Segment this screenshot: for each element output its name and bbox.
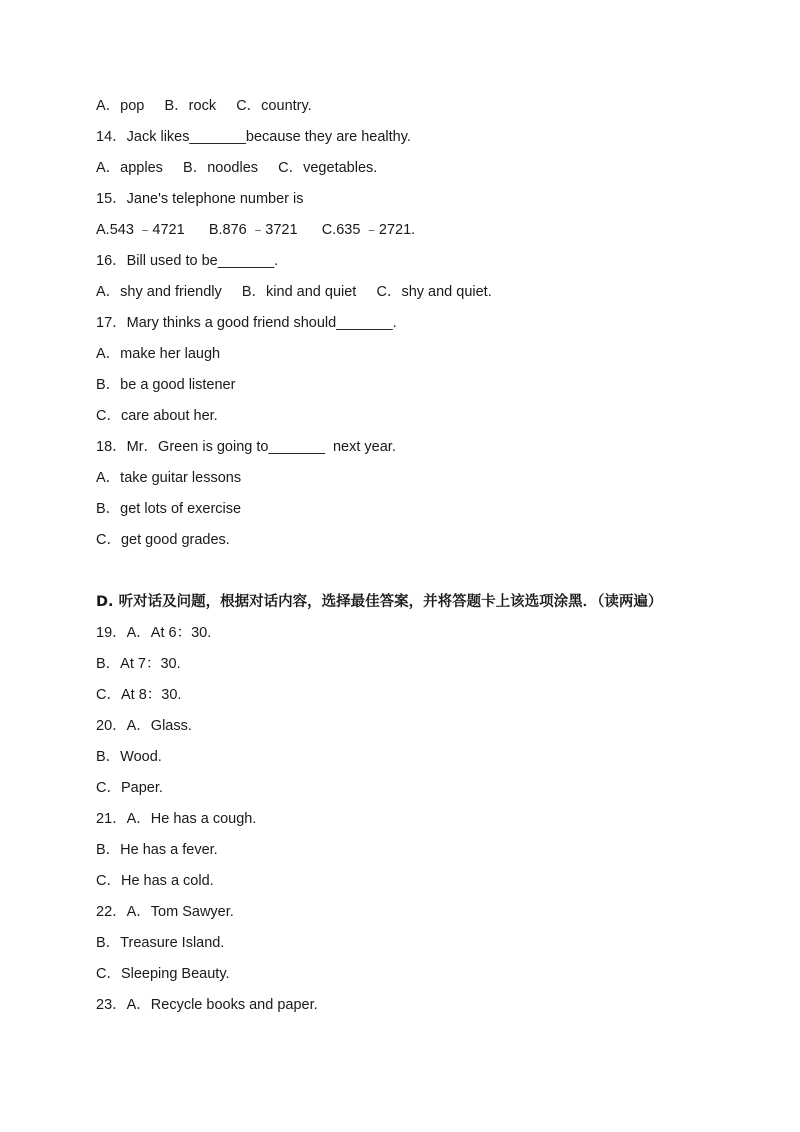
q14-question: 14．Jack likes_______because they are healthy.: [96, 129, 411, 145]
q18-option-c: C．get good grades.: [96, 532, 230, 548]
q17-option-a: A．make her laugh: [96, 346, 221, 362]
q21-option-c: C．He has a cold.: [96, 873, 214, 889]
q22-option-a: 22．A．Tom Sawyer.: [96, 904, 234, 920]
q16-question: 16．Bill used to be_______.: [96, 253, 279, 269]
q18-option-b: B．get lots of exercise: [96, 501, 242, 517]
q18-option-a: A．take guitar lessons: [96, 470, 242, 486]
q18-question: 18．Mr．Green is going to_______ next year.: [96, 439, 396, 455]
q20-option-b: B．Wood.: [96, 749, 162, 765]
q16-options: A．shy and friendly B．kind and quiet C．shy and quiet.: [96, 284, 492, 300]
q19-option-a: 19．A．At 6：30.: [96, 625, 212, 641]
q21-option-b: B．He has a fever.: [96, 842, 218, 858]
q20-option-c: C．Paper.: [96, 780, 163, 796]
q13-options: A．pop B．rock C．country.: [96, 98, 312, 114]
q20-option-a: 20．A．Glass.: [96, 718, 192, 734]
q22-option-c: C．Sleeping Beauty.: [96, 966, 230, 982]
q23-option-a: 23．A．Recycle books and paper.: [96, 997, 318, 1013]
q17-option-b: B．be a good listener: [96, 377, 236, 393]
q17-option-c: C．care about her.: [96, 408, 218, 424]
q15-options: A.543 ﹣4721 B.876 ﹣3721 C.635 ﹣2721.: [96, 222, 416, 238]
q21-option-a: 21．A．He has a cough.: [96, 811, 257, 827]
section-d-heading: D. 听对话及问题，根据对话内容，选择最佳答案，并将答题卡上该选项涂黑．（读两遍）: [96, 594, 663, 610]
q15-question: 15．Jane's telephone number is: [96, 191, 304, 207]
q17-question: 17．Mary thinks a good friend should_______.: [96, 315, 397, 331]
q22-option-b: B．Treasure Island.: [96, 935, 225, 951]
q14-options: A．apples B．noodles C．vegetables.: [96, 160, 378, 176]
q19-option-b: B．At 7：30.: [96, 656, 181, 672]
q19-option-c: C．At 8：30.: [96, 687, 182, 703]
